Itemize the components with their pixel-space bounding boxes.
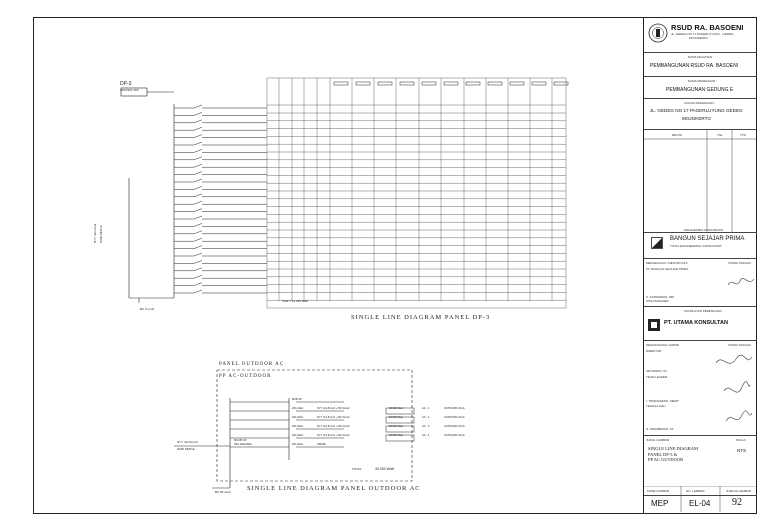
ac-row-mcb: 20A 10kA xyxy=(292,443,304,446)
ac-row-circuit: AC - 2 xyxy=(422,416,430,419)
ac-row-cable: NYY 4x2,5mm2 + BC 6mm2 xyxy=(317,407,350,410)
dp3-panel-label: DP-3 xyxy=(120,81,132,87)
fixture-symbol-icon xyxy=(510,82,524,85)
dp3-title: SINGLE LINE DIAGRAM PANEL DP-3 xyxy=(351,314,491,321)
ac-total-label: TOTAL xyxy=(352,467,362,471)
breaker-contact-line xyxy=(194,283,202,286)
ac-row-load: 15.000 Watt xyxy=(389,434,403,437)
approval-person: S. DARMAWAN, MM xyxy=(646,295,674,299)
revision-grid xyxy=(644,130,757,233)
hospital-address-1: JL. GEDEG NO 17 PAGERLUYUNG - GEDEG xyxy=(671,32,734,36)
code-label: KODE GAMBAR xyxy=(647,489,670,493)
ac-row-cable: NYY 4x2,5mm2 + BC 6mm2 xyxy=(317,425,350,428)
breaker-contact-line xyxy=(194,246,202,249)
consultant-logo xyxy=(648,319,660,331)
fixture-symbol-icon xyxy=(532,82,546,85)
ac-row-load: 15.000 Watt xyxy=(389,425,403,428)
ac-row-mcb: 20A 10kA xyxy=(292,425,304,428)
revision-header-revisi: REVISI xyxy=(672,133,682,137)
contractor-name: BANGUN SEJAJAR PRIMA xyxy=(670,236,745,242)
approval-section xyxy=(644,259,757,307)
breaker-contact-line xyxy=(194,194,202,197)
breaker-contact-line xyxy=(194,112,202,115)
location-label: LOKASI PEKERJAAN : xyxy=(684,101,716,105)
job-label: NAMA PEKERJAAN : xyxy=(688,79,717,83)
title-block xyxy=(643,18,756,513)
fixture-symbol-icon xyxy=(400,82,414,85)
fixture-symbol-icon xyxy=(466,82,480,85)
ac-row-circuit: AC - 3 xyxy=(422,425,430,428)
fixture-symbol-icon xyxy=(488,82,502,85)
fixture-symbol-icon xyxy=(444,82,458,85)
breaker-contact-line xyxy=(194,179,202,182)
activity-section xyxy=(644,53,757,77)
ac-row-load: 15.000 Watt xyxy=(389,407,403,410)
dp3-panel-sub: 400/230V 3Ph xyxy=(120,88,140,92)
fixture-symbol-icon xyxy=(334,82,348,85)
ac-earth-label: BC 50 mm2 xyxy=(215,490,231,494)
hospital-logo xyxy=(648,23,668,43)
breaker-contact-line xyxy=(194,120,202,123)
ac-panel-name: PP AC-OUTDOOR xyxy=(219,374,272,379)
count-label: JUMLAH LEMBAR xyxy=(726,489,752,493)
location-section xyxy=(644,99,757,130)
job-value: PEMBANGUNAN GEDUNG E xyxy=(666,87,734,93)
breaker-contact-line xyxy=(194,164,202,167)
count-value: 92 xyxy=(732,497,742,508)
team-leader-label: TEAM LEADER : xyxy=(646,375,669,379)
breaker-contact-line xyxy=(194,238,202,241)
breaker-contact-line xyxy=(194,157,202,160)
breaker-contact-line xyxy=(194,172,202,175)
breaker-contact-line xyxy=(194,186,202,189)
ac-row-mcb: MCB 3P xyxy=(292,398,302,401)
code-section xyxy=(644,489,757,513)
drawing-title: SINGLE LINE DIAGRAM PANEL DP-3 & PP AC OUTDOOR xyxy=(648,446,698,462)
dp3-cable-label: NYY 4x6 mm2 xyxy=(93,223,97,243)
team-leader-name: I. TRISNOSENO, MEMT xyxy=(646,399,679,403)
ac-row-mcb: 20A 10kA xyxy=(292,407,304,410)
location-line-2: MOJOKERTO xyxy=(682,116,711,121)
ac-panel-title: PANEL OUTDOOR AC xyxy=(219,362,285,367)
fixture-symbol-icon xyxy=(422,82,436,85)
approval-role: SITE MANAGER xyxy=(646,299,669,303)
ac-row-cable: NYY 4x2,5mm2 + BC 6mm2 xyxy=(317,416,350,419)
expert-label: TENAGA AHLI : xyxy=(646,404,668,408)
approval-company: PT. BANGUN SEJAJAR PRIMA xyxy=(646,267,689,271)
breaker-contact-line xyxy=(194,127,202,130)
code-value: MEP xyxy=(651,499,669,508)
contractor-logo xyxy=(651,237,663,249)
dp3-source-label: DARI MDP-E xyxy=(99,225,103,243)
breaker-contact-line xyxy=(194,223,202,226)
revision-header-tgl: TGL xyxy=(717,133,723,137)
breaker-contact-line xyxy=(194,231,202,234)
consultant-label: KONSULTAN PERENCANA : xyxy=(684,309,723,313)
activity-label: NAMA KEGIATAN : xyxy=(688,55,714,59)
ac-row-mcb: 20A 10kA xyxy=(292,434,304,437)
ac-row-unit: OUTDOOR 24 kA xyxy=(444,425,465,428)
ac-row-circuit: AC - 1 xyxy=(422,407,430,410)
ac-total-value: 30.000 Watt xyxy=(375,467,394,471)
consultant-section xyxy=(644,307,757,341)
approval-label: MENGETAHUI / MENYETUJUI xyxy=(646,261,688,265)
ac-mccb-label: MCCB 3P 63A 10kA/36A xyxy=(234,438,252,446)
drawing-title-label: JUDUL GAMBAR xyxy=(646,438,670,442)
scale-label: SKALA xyxy=(736,438,746,442)
fixture-symbol-icon xyxy=(378,82,392,85)
contractor-section xyxy=(644,228,757,259)
hospital-address-2: MOJOKERTO xyxy=(689,36,708,40)
ac-title: SINGLE LINE DIAGRAM PANEL OUTDOOR AC xyxy=(247,485,421,492)
breaker-contact-line xyxy=(194,201,202,204)
job-section xyxy=(644,77,757,99)
code-dividers xyxy=(644,486,757,512)
dp3-total: Total = 12.225 Watt xyxy=(282,299,308,303)
breaker-contact-line xyxy=(194,209,202,212)
consultant-name: PT. UTAMA KONSULTAN xyxy=(664,320,728,326)
dp3-earth-label: BC 6 mm2 xyxy=(140,307,155,311)
breaker-contact-line xyxy=(194,268,202,271)
breaker-contact-line xyxy=(194,275,202,278)
responsible-label: PENANGGUNG JAWAB xyxy=(646,343,679,347)
fixture-symbol-icon xyxy=(356,82,370,85)
hospital-header xyxy=(644,18,757,53)
number-label: NO. LEMBAR xyxy=(686,489,705,493)
scale-value: NTS xyxy=(737,448,746,453)
expert-name: H. PRIAMBODO, ST xyxy=(646,427,674,431)
approval-signature xyxy=(726,275,756,291)
responsible-section xyxy=(644,341,757,436)
revision-header-ttd: TTD xyxy=(740,133,746,137)
ac-row-unit: OUTDOOR 24 kA xyxy=(444,434,465,437)
ac-source-label: DARI MDP-E xyxy=(177,447,195,451)
ac-row-mcb: 20A 10kA xyxy=(292,416,304,419)
drawing-sheet xyxy=(33,17,757,514)
director-label: DIREKTUR xyxy=(646,349,662,353)
breaker-contact-line xyxy=(194,216,202,219)
dp3-table-frame xyxy=(267,78,566,308)
drawing-area xyxy=(34,18,643,513)
dp3-diagram xyxy=(34,18,643,513)
hospital-name: RSUD RA. BASOENI xyxy=(671,23,744,32)
location-line-1: JL. GEDEG NO 17 PAGERLUYUNG GEDEG xyxy=(650,108,743,113)
ac-row-load: 15.000 Watt xyxy=(389,416,403,419)
ac-feeder-label: NYY 4x2,5mm2 xyxy=(177,440,198,444)
activity-value: PEMBANGUNAN RSUD RA. BASOENI xyxy=(650,63,739,69)
contractor-sub: TOTAL ENGINEERING CONSULTANT xyxy=(670,244,722,248)
breaker-contact-line xyxy=(194,149,202,152)
ac-row-unit: OUTDOOR 24 kA xyxy=(444,407,465,410)
ac-row-cable: SPARE xyxy=(317,443,326,446)
breaker-contact-line xyxy=(194,105,202,108)
breaker-contact-line xyxy=(194,253,202,256)
breaker-contact-line xyxy=(194,260,202,263)
number-value: EL-04 xyxy=(689,499,711,508)
breaker-contact-line xyxy=(194,142,202,145)
breaker-contact-line xyxy=(194,135,202,138)
approval-sign-label: TANDA TANGAN xyxy=(728,261,751,265)
director-name: SETIAWAN, ST xyxy=(646,369,667,373)
ac-row-circuit: AC - 4 xyxy=(422,434,430,437)
breaker-contact-line xyxy=(194,290,202,293)
ac-row-cable: NYY 4x2,5mm2 + BC 6mm2 xyxy=(317,434,350,437)
ac-row-unit: OUTDOOR 24 kA xyxy=(444,416,465,419)
revision-section xyxy=(644,130,757,233)
responsible-signatures xyxy=(706,341,756,436)
contractor-label: MANAJEMEN KONSTRUKSI xyxy=(684,228,724,232)
responsible-sign-label: TANDA TANGAN xyxy=(728,343,751,347)
